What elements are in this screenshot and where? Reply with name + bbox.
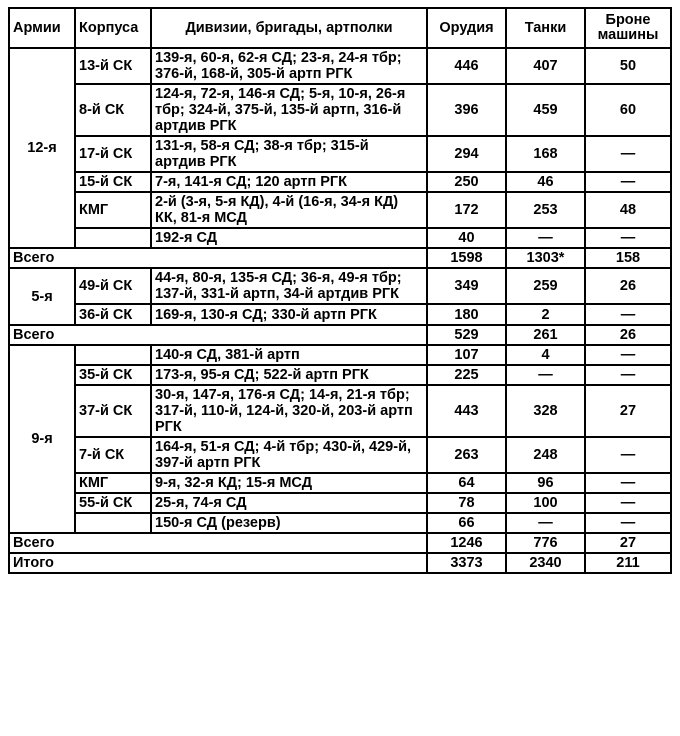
- grand-total-tanks: 2340: [506, 553, 585, 573]
- armored-cell: —: [585, 437, 671, 473]
- armored-cell: —: [585, 228, 671, 248]
- armored-cell: —: [585, 345, 671, 365]
- corps-cell: 8-й СК: [75, 84, 151, 136]
- tanks-cell: —: [506, 365, 585, 385]
- guns-cell: 263: [427, 437, 506, 473]
- header-guns: Орудия: [427, 8, 506, 48]
- guns-cell: 446: [427, 48, 506, 84]
- guns-cell: 294: [427, 136, 506, 172]
- tanks-cell: 253: [506, 192, 585, 228]
- units-cell: 139-я, 60-я, 62-я СД; 23-я, 24-я тбр; 376-й, 168-й, 305-й артп РГК: [151, 48, 427, 84]
- tanks-cell: 46: [506, 172, 585, 192]
- tanks-cell: 2: [506, 304, 585, 325]
- header-tanks: Танки: [506, 8, 585, 48]
- guns-cell: 107: [427, 345, 506, 365]
- header-armies: Армии: [9, 8, 75, 48]
- armored-cell: —: [585, 513, 671, 533]
- total-tanks: 1303*: [506, 248, 585, 268]
- armored-cell: 48: [585, 192, 671, 228]
- table-row: [9, 172, 671, 192]
- table-row: [9, 473, 671, 493]
- guns-cell: 180: [427, 304, 506, 325]
- corps-cell: 49-й СК: [75, 268, 151, 304]
- table-row: [9, 437, 671, 473]
- table-row: [9, 385, 671, 437]
- units-cell: 2-й (3-я, 5-я КД), 4-й (16-я, 34-я КД) КК, 81-я МСД: [151, 192, 427, 228]
- armored-cell: —: [585, 172, 671, 192]
- corps-cell: 36-й СК: [75, 304, 151, 325]
- total-label: Всего: [9, 248, 427, 268]
- armored-cell: —: [585, 365, 671, 385]
- guns-cell: 443: [427, 385, 506, 437]
- corps-cell: 37-й СК: [75, 385, 151, 437]
- armored-cell: 50: [585, 48, 671, 84]
- units-cell: 131-я, 58-я СД; 38-я тбр; 315-й артдив РГК: [151, 136, 427, 172]
- table-row: [9, 493, 671, 513]
- tanks-cell: —: [506, 513, 585, 533]
- guns-cell: 66: [427, 513, 506, 533]
- units-cell: 173-я, 95-я СД; 522-й артп РГК: [151, 365, 427, 385]
- units-cell: 124-я, 72-я, 146-я СД; 5-я, 10-я, 26-я тбр; 324-й, 375-й, 135-й артп, 316-й артдив РГК: [151, 84, 427, 136]
- table-row: [9, 345, 671, 365]
- total-guns: 1246: [427, 533, 506, 553]
- header-row: [9, 8, 671, 48]
- corps-cell: 17-й СК: [75, 136, 151, 172]
- units-cell: 150-я СД (резерв): [151, 513, 427, 533]
- grand-total-guns: 3373: [427, 553, 506, 573]
- units-cell: 140-я СД, 381-й артп: [151, 345, 427, 365]
- tanks-cell: —: [506, 228, 585, 248]
- units-cell: 7-я, 141-я СД; 120 артп РГК: [151, 172, 427, 192]
- armored-cell: —: [585, 493, 671, 513]
- table-row: [9, 192, 671, 228]
- armored-cell: 27: [585, 385, 671, 437]
- total-row: [9, 325, 671, 345]
- corps-cell: КМГ: [75, 473, 151, 493]
- total-row: [9, 533, 671, 553]
- header-armored-cars: Броне машины: [585, 8, 671, 48]
- armored-cell: —: [585, 304, 671, 325]
- grand-total-armored: 211: [585, 553, 671, 573]
- tanks-cell: 407: [506, 48, 585, 84]
- corps-cell: 55-й СК: [75, 493, 151, 513]
- guns-cell: 349: [427, 268, 506, 304]
- units-cell: 44-я, 80-я, 135-я СД; 36-я, 49-я тбр; 137-й, 331-й артп, 34-й артдив РГК: [151, 268, 427, 304]
- army-name-12: 12-я: [9, 48, 75, 248]
- total-row: [9, 248, 671, 268]
- units-cell: 9-я, 32-я КД; 15-я МСД: [151, 473, 427, 493]
- tanks-cell: 168: [506, 136, 585, 172]
- guns-cell: 396: [427, 84, 506, 136]
- table-row: [9, 84, 671, 136]
- armored-cell: 60: [585, 84, 671, 136]
- armored-cell: 26: [585, 268, 671, 304]
- army-name-5: 5-я: [9, 268, 75, 325]
- table-row: [9, 513, 671, 533]
- total-label: Всего: [9, 325, 427, 345]
- table-row: [9, 304, 671, 325]
- total-guns: 529: [427, 325, 506, 345]
- guns-cell: 40: [427, 228, 506, 248]
- total-armored: 26: [585, 325, 671, 345]
- units-cell: 192-я СД: [151, 228, 427, 248]
- total-guns: 1598: [427, 248, 506, 268]
- guns-cell: 78: [427, 493, 506, 513]
- tanks-cell: 4: [506, 345, 585, 365]
- units-cell: 169-я, 130-я СД; 330-й артп РГК: [151, 304, 427, 325]
- corps-cell: 7-й СК: [75, 437, 151, 473]
- total-armored: 158: [585, 248, 671, 268]
- header-corps: Корпуса: [75, 8, 151, 48]
- grand-total-row: [9, 553, 671, 573]
- total-tanks: 776: [506, 533, 585, 553]
- guns-cell: 172: [427, 192, 506, 228]
- table-row: [9, 268, 671, 304]
- corps-cell: 35-й СК: [75, 365, 151, 385]
- guns-cell: 225: [427, 365, 506, 385]
- total-label: Всего: [9, 533, 427, 553]
- guns-cell: 64: [427, 473, 506, 493]
- corps-cell: 13-й СК: [75, 48, 151, 84]
- grand-total-label: Итого: [9, 553, 427, 573]
- armored-cell: —: [585, 136, 671, 172]
- tanks-cell: 259: [506, 268, 585, 304]
- table-row: [9, 228, 671, 248]
- corps-cell: [75, 513, 151, 533]
- table-row: [9, 365, 671, 385]
- total-tanks: 261: [506, 325, 585, 345]
- tanks-cell: 248: [506, 437, 585, 473]
- tanks-cell: 328: [506, 385, 585, 437]
- corps-cell: 15-й СК: [75, 172, 151, 192]
- tanks-cell: 96: [506, 473, 585, 493]
- tanks-cell: 459: [506, 84, 585, 136]
- forces-table: [8, 7, 672, 574]
- header-divisions: Дивизии, бригады, артполки: [151, 8, 427, 48]
- table-row: [9, 136, 671, 172]
- corps-cell: КМГ: [75, 192, 151, 228]
- table-row: [9, 48, 671, 84]
- army-name-9: 9-я: [9, 345, 75, 533]
- units-cell: 30-я, 147-я, 176-я СД; 14-я, 21-я тбр; 317-й, 110-й, 124-й, 320-й, 203-й артп РГК: [151, 385, 427, 437]
- units-cell: 25-я, 74-я СД: [151, 493, 427, 513]
- corps-cell: [75, 228, 151, 248]
- armored-cell: —: [585, 473, 671, 493]
- tanks-cell: 100: [506, 493, 585, 513]
- units-cell: 164-я, 51-я СД; 4-й тбр; 430-й, 429-й, 397-й артп РГК: [151, 437, 427, 473]
- guns-cell: 250: [427, 172, 506, 192]
- total-armored: 27: [585, 533, 671, 553]
- corps-cell: [75, 345, 151, 365]
